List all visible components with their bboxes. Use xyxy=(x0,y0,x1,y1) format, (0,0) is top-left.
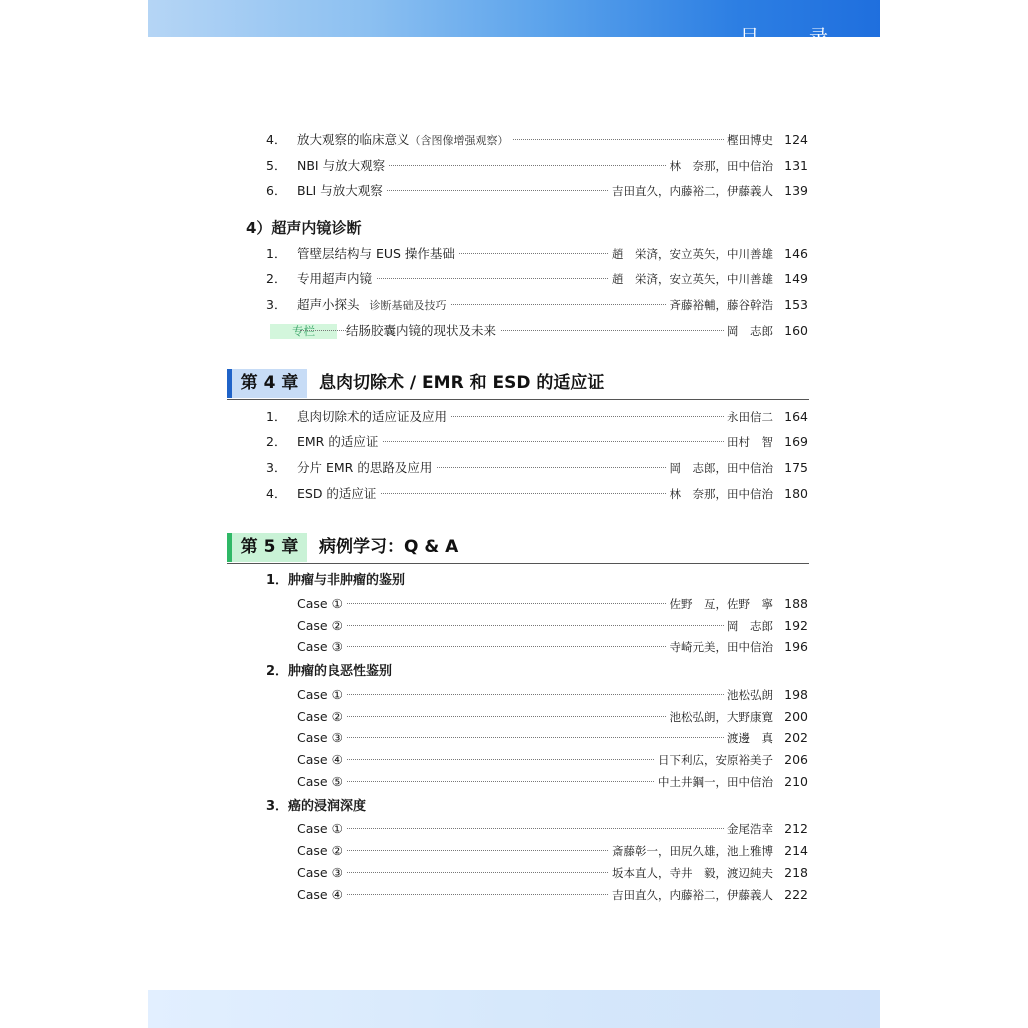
entry-page: 124 xyxy=(784,132,808,147)
entry-page: 198 xyxy=(784,687,808,702)
entry-author: 寺崎元美，田中信治 xyxy=(667,636,774,658)
entry-page: 180 xyxy=(784,486,808,501)
entry-subtitle: （含图像增强观察） xyxy=(409,134,509,147)
entry-page: 210 xyxy=(784,774,808,789)
chapter-header xyxy=(227,533,809,562)
dot-leader xyxy=(300,828,772,829)
entry-author: 斉藤裕輔，藤谷幹浩 xyxy=(667,294,774,316)
toc-entry[interactable] xyxy=(0,706,1028,728)
section-heading: 4）超声内镜诊断 xyxy=(246,219,362,237)
entry-number: 3． xyxy=(266,297,287,312)
entry-title-text: NBI 与放大观察 xyxy=(297,158,386,173)
entry-title-text: 分片 EMR 的思路及应用 xyxy=(297,460,433,475)
case-label: Case ① xyxy=(297,593,347,615)
toc-entry[interactable] xyxy=(0,457,1028,479)
case-label: Case ① xyxy=(297,818,347,840)
case-label: Case ③ xyxy=(297,862,347,884)
column-badge: 专栏 xyxy=(270,324,337,339)
entry-author: 趙 栄済，安立英矢，中川善雄 xyxy=(609,268,773,290)
case-label: Case ③ xyxy=(297,636,347,658)
chapter-label: 第 5 章 xyxy=(232,533,307,562)
entry-page: 149 xyxy=(784,271,808,286)
toc-entry[interactable] xyxy=(0,320,1028,342)
entry-title-text: EMR 的适应证 xyxy=(297,434,379,449)
entry-title xyxy=(297,243,459,265)
group-heading: 2．肿瘤的良恶性鉴别 xyxy=(266,664,393,679)
entry-title xyxy=(297,180,387,202)
toc-entry[interactable] xyxy=(0,155,1028,177)
entry-page: 188 xyxy=(784,596,808,611)
entry-number: 4． xyxy=(266,486,287,501)
toc-entry[interactable] xyxy=(0,862,1028,884)
entry-title xyxy=(297,129,513,152)
chapter-header xyxy=(227,369,809,398)
toc-entry[interactable] xyxy=(0,684,1028,706)
entry-author: 渡邊 真 xyxy=(724,727,773,749)
header-band xyxy=(148,0,880,48)
entry-number: 1． xyxy=(266,409,287,424)
entry-page: 175 xyxy=(784,460,808,475)
toc-entry[interactable] xyxy=(0,636,1028,658)
entry-author: 岡 志郎 xyxy=(724,320,773,342)
entry-page: 164 xyxy=(784,409,808,424)
entry-author: 趙 栄済，安立英矢，中川善雄 xyxy=(609,243,773,265)
toc-entry[interactable] xyxy=(0,727,1028,749)
entry-author: 中土井鋼一，田中信治 xyxy=(655,771,773,793)
entry-page: 146 xyxy=(784,246,808,261)
case-label: Case ④ xyxy=(297,749,347,771)
entry-page: 169 xyxy=(784,434,808,449)
dot-leader xyxy=(300,625,772,626)
entry-title: 结肠胶囊内镜的现状及未来 xyxy=(346,320,500,342)
entry-page: 139 xyxy=(784,183,808,198)
chapter-rule xyxy=(227,563,809,564)
case-label: Case ③ xyxy=(297,727,347,749)
chapter-title: 息肉切除术 / EMR 和 ESD 的适应证 xyxy=(319,373,605,393)
case-label: Case ④ xyxy=(297,884,347,906)
entry-page: 153 xyxy=(784,297,808,312)
case-label: Case ⑤ xyxy=(297,771,347,793)
entry-author: 池松弘朗 xyxy=(724,684,773,706)
entry-title xyxy=(297,155,389,177)
case-label: Case ② xyxy=(297,615,347,637)
entry-author: 坂本直人，寺井 毅，渡辺純夫 xyxy=(609,862,773,884)
entry-author: 岡 志郎，田中信治 xyxy=(667,457,774,479)
entry-title xyxy=(297,294,451,317)
case-label: Case ② xyxy=(297,706,347,728)
chapter-label: 第 4 章 xyxy=(232,369,307,398)
footer-band xyxy=(148,990,880,1028)
entry-page: 202 xyxy=(784,730,808,745)
entry-number: 6． xyxy=(266,183,287,198)
entry-title-text: 管壁层结构与 EUS 操作基础 xyxy=(297,246,455,261)
entry-author: 林 奈那，田中信治 xyxy=(667,155,774,177)
case-label: Case ① xyxy=(297,684,347,706)
toc-entry[interactable] xyxy=(0,180,1028,202)
dot-leader xyxy=(300,737,772,738)
entry-page: 160 xyxy=(784,323,808,338)
entry-author: 田村 智 xyxy=(724,431,773,453)
toc-entry[interactable] xyxy=(0,593,1028,615)
case-label: Case ② xyxy=(297,840,347,862)
toc-entry[interactable] xyxy=(0,615,1028,637)
entry-title-text: 息肉切除术的适应证及应用 xyxy=(297,409,448,424)
entry-page: 206 xyxy=(784,752,808,767)
entry-author: 吉田直久，内藤裕二，伊藤義人 xyxy=(609,180,773,202)
entry-title xyxy=(297,483,380,505)
entry-subtitle: 诊断基础及技巧 xyxy=(369,299,447,312)
entry-number: 2． xyxy=(266,271,287,286)
entry-page: 218 xyxy=(784,865,808,880)
toc-entry[interactable] xyxy=(0,771,1028,793)
entry-page: 200 xyxy=(784,709,808,724)
group-heading: 3．癌的浸润深度 xyxy=(266,799,367,814)
entry-number: 3． xyxy=(266,460,287,475)
header-title: 目 录 xyxy=(740,26,851,48)
entry-number: 2． xyxy=(266,434,287,449)
entry-title xyxy=(297,406,451,428)
entry-page: 131 xyxy=(784,158,808,173)
entry-author: 吉田直久，内藤裕二，伊藤義人 xyxy=(609,884,773,906)
entry-number: 4． xyxy=(266,132,287,147)
entry-number: 1． xyxy=(266,246,287,261)
entry-title-text: 放大观察的临床意义 xyxy=(297,132,410,147)
toc-entry[interactable] xyxy=(0,431,1028,453)
toc-entry[interactable] xyxy=(0,294,1028,316)
entry-title-text: BLI 与放大观察 xyxy=(297,183,383,198)
toc-entry[interactable] xyxy=(0,884,1028,906)
entry-title-text: 专用超声内镜 xyxy=(297,271,373,286)
entry-number: 5． xyxy=(266,158,287,173)
toc-entry[interactable] xyxy=(0,818,1028,840)
entry-title xyxy=(297,268,376,290)
chapter-title: 病例学习：Q & A xyxy=(319,537,459,557)
entry-author: 林 奈那，田中信治 xyxy=(667,483,774,505)
toc-entry[interactable] xyxy=(0,749,1028,771)
entry-page: 214 xyxy=(784,843,808,858)
toc-entry[interactable] xyxy=(0,243,1028,265)
entry-author: 佐野 亙，佐野 寧 xyxy=(667,593,774,615)
toc-entry[interactable] xyxy=(0,483,1028,505)
entry-title xyxy=(297,431,382,453)
entry-author: 樫田博史 xyxy=(724,129,773,151)
entry-author: 斎藤彰一，田尻久雄，池上雅博 xyxy=(609,840,773,862)
toc-entry[interactable] xyxy=(0,268,1028,290)
entry-title xyxy=(297,457,436,479)
entry-title-text: ESD 的适应证 xyxy=(297,486,377,501)
dot-leader xyxy=(300,694,772,695)
toc-entry[interactable] xyxy=(0,406,1028,428)
toc-entry[interactable] xyxy=(0,129,1028,151)
toc-entry[interactable] xyxy=(0,840,1028,862)
entry-author: 金尾浩幸 xyxy=(724,818,773,840)
group-heading: 1．肿瘤与非肿瘤的鉴别 xyxy=(266,573,406,588)
entry-author: 日下利広，安原裕美子 xyxy=(655,749,773,771)
entry-page: 212 xyxy=(784,821,808,836)
entry-page: 222 xyxy=(784,887,808,902)
entry-page: 192 xyxy=(784,618,808,633)
chapter-rule xyxy=(227,399,809,400)
entry-title-text: 超声小探头 xyxy=(297,297,360,312)
entry-page: 196 xyxy=(784,639,808,654)
entry-author: 岡 志郎 xyxy=(724,615,773,637)
entry-author: 池松弘朗，大野康寛 xyxy=(667,706,774,728)
entry-author: 永田信二 xyxy=(724,406,773,428)
